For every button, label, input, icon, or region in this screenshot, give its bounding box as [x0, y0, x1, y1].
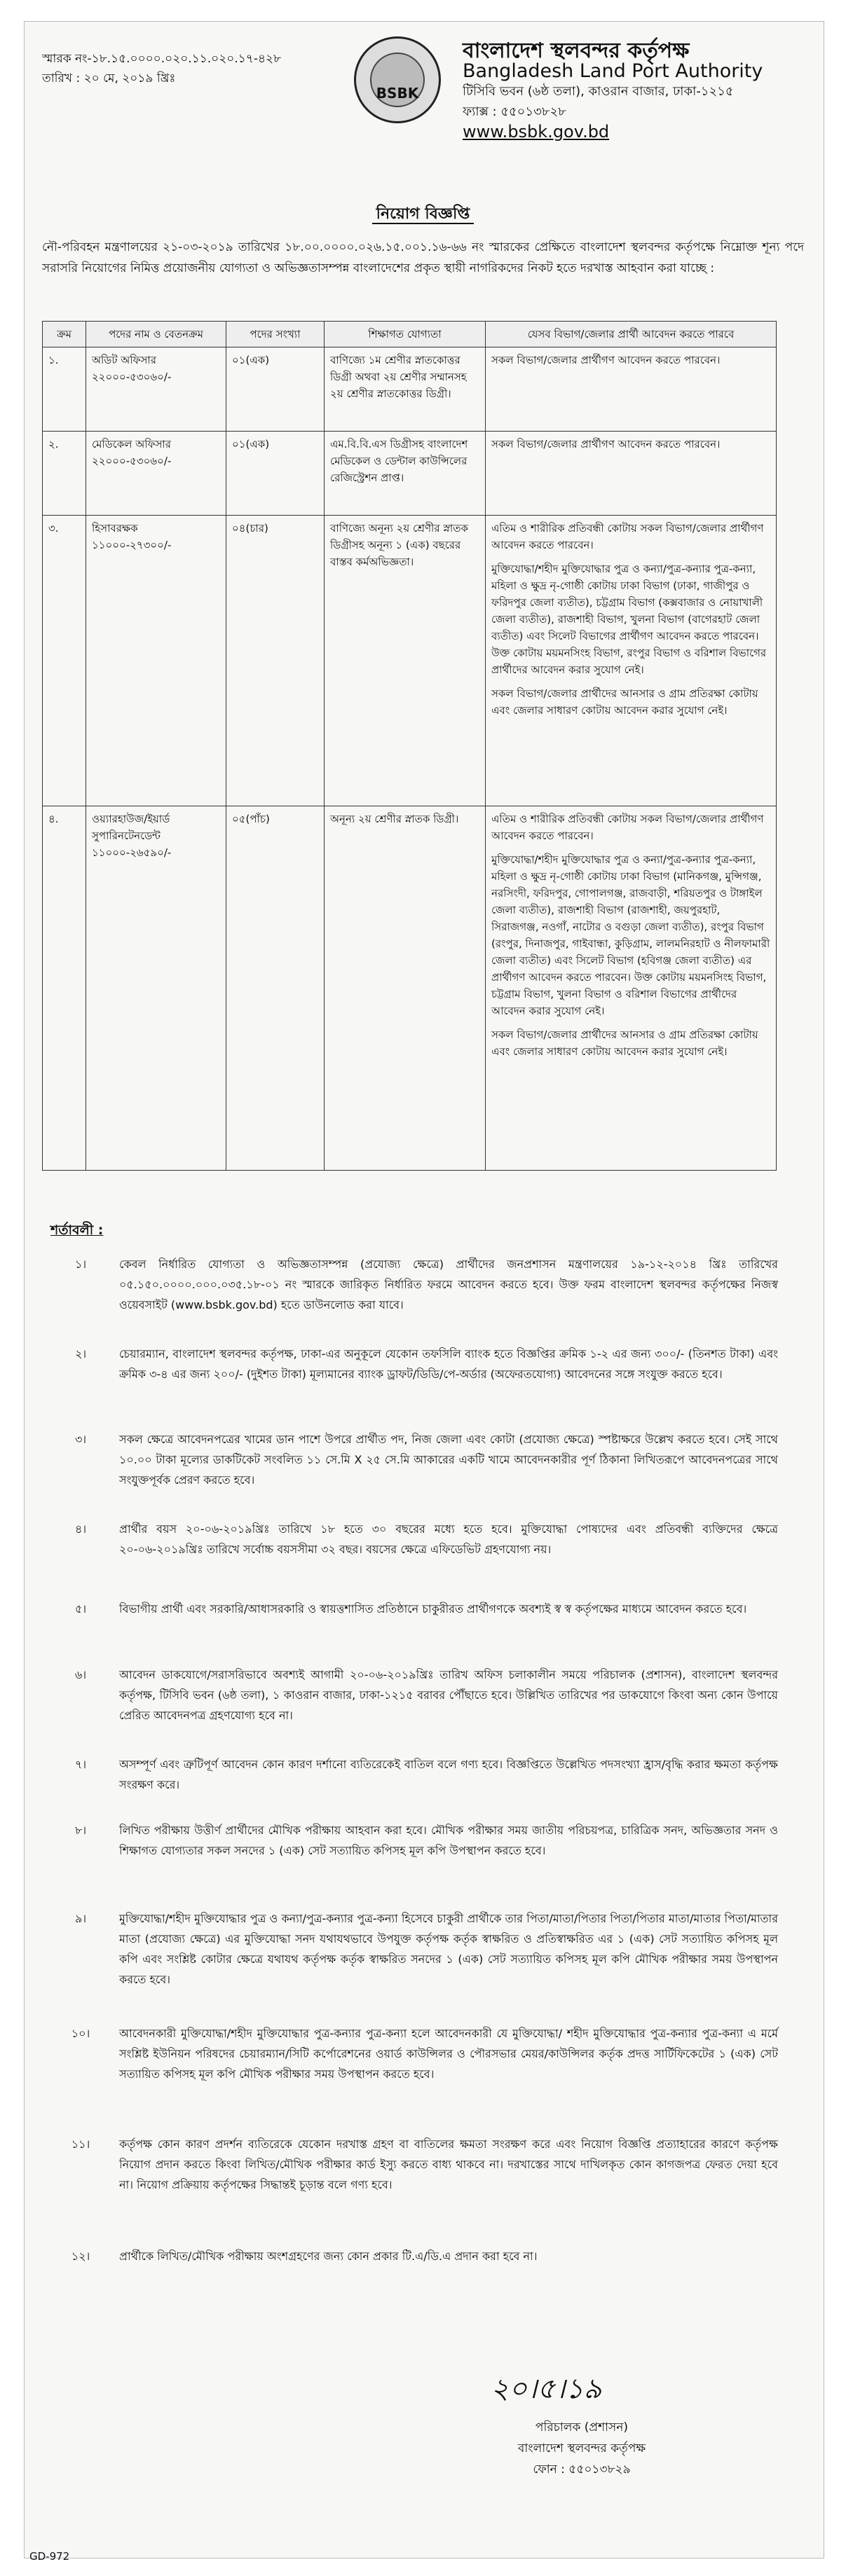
row-count: ০১(এক) [226, 432, 325, 516]
row-post: ওয়্যারহাউজ/ইয়ার্ড সুপারিনটেনডেন্ট ১১০০০-২৬৫৯০/- [86, 806, 226, 1171]
footer-code: GD-972 [29, 2550, 70, 2563]
row-count: ০১(এক) [226, 347, 325, 432]
condition-item: ৮। লিখিত পরীক্ষায় উত্তীর্ণ প্রার্থীদের মৌখিক পরীক্ষায় আহবান করা হবে। মৌখিক পরীক্ষার সময় জাতীয় পরিচয়পত্র, চারিত্রিক সনদ, অভিজ্ঞতার সনদ ও শিক্ষাগত যোগ্যতার সকল সনদের ১ (এক) সেট সত্যায়িত কপিসহ মূল কপি উপস্থাপন করতে হবে। [74, 1824, 778, 1857]
row-eligibility: এতিম ও শারীরিক প্রতিবন্ধী কোটায় সকল বিভাগ/জেলার প্রার্থীগণ আবেদন করতে পারবেন। মুক্তিযোদ্ধা/শহীদ মুক্তিযোদ্ধার পুত্র ও কন্যা/পুত্র-কন্যার পুত্র-কন্যা, মহিলা ও ক্ষুদ্র নৃ-গোষ্ঠী কোটায় ঢাকা বিভাগ (মানিকগঞ্জ, মুন্সিগঞ্জ, নরসিংদী, ফরিদপুর, গোপালগঞ্জ, রাজবাড়ী, শরিয়তপুর ও টাঙ্গাইল জেলা ব্যতীত), রাজশাহী বিভাগ (রাজশাহী, জয়পুরহাট, সিরাজগঞ্জ, নওগাঁ, নাটোর ও বগুড়া জেলা ব্যতীত), রংপুর বিভাগ (রংপুর, দিনাজপুর, গাইবান্ধা, কুড়িগ্রাম, লালমনিরহাট ও নীলফামারী জেলা ব্যতীত) এবং সিলেট বিভাগ (হবিগঞ্জ জেলা ব্যতীত) এর প্রার্থীগণ আবেদন করতে পারবেন। উক্ত কোটায় ময়মনসিংহ বিভাগ, চট্টগ্রাম বিভাগ, খুলনা বিভাগ ও বরিশাল বিভাগের প্রার্থীদের আবেদন করার সুযোগ নেই। সকল বিভাগ/জেলার প্রার্থীদের আনসার ও গ্রাম প্রতিরক্ষা কোটায় এবং জেলার সাধারণ কোটায় আবেদন করার সুযোগ নেই। [486, 806, 777, 1171]
logo-text: BSBK [376, 85, 419, 102]
memo-date: তারিখ : ২০ মে, ২০১৯ খ্রিঃ [42, 71, 176, 85]
organization-header [463, 41, 763, 142]
table-row [43, 806, 777, 1171]
row-count: ০৪(চার) [226, 516, 325, 806]
condition-item: ২। চেয়ারম্যান, বাংলাদেশ স্থলবন্দর কর্তৃপক্ষ, ঢাকা-এর অনুকূলে যেকোন তফসিলি ব্যাংক হতে বিজ্ঞপ্তির ক্রমিক ১-২ এর জন্য ৩০০/- (তিনশত টাকা) এবং ক্রমিক ৩-৪ এর জন্য ২০০/- (দুইশত টাকা) মূল্যমানের ব্যাংক ড্রাফট/ডিডি/পে-অর্ডার (অফেরতযোগ্য) আবেদনের সঙ্গে সংযুক্ত করতে হবে। [74, 1347, 778, 1381]
row-post: মেডিকেল অফিসার ২২০০০-৫৩০৬০/- [86, 432, 226, 516]
row-count: ০৫(পাঁচ) [226, 806, 325, 1171]
table-row [43, 516, 777, 806]
col-header-serial: ক্রম [43, 322, 86, 347]
signatory-org: বাংলাদেশ স্থলবন্দর কর্তৃপক্ষ [517, 2441, 646, 2456]
row-post: হিসাবরক্ষক ১১০০০-২৭৩০০/- [86, 516, 226, 806]
condition-item: ১২। প্রার্থীকে লিখিত/মৌখিক পরীক্ষায় অংশগ্রহণের জন্য কোন প্রকার টি.এ/ডি.এ প্রদান করা হবে না। [71, 2250, 538, 2263]
row-eligibility: সকল বিভাগ/জেলার প্রার্থীগণ আবেদন করতে পারবেন। [486, 347, 777, 432]
org-name-english: Bangladesh Land Port Authority [463, 60, 763, 82]
condition-item: ৯। মুক্তিযোদ্ধা/শহীদ মুক্তিযোদ্ধার পুত্র ও কন্যা/পুত্র-কন্যার পুত্র-কন্যা হিসেবে চাকুরী প্রার্থীকে তার পিতা/মাতা/পিতার পিতা/পিতার মাতা/মাতার পিতা/মাতার মাতা (প্রযোজ্য ক্ষেত্রে) এর মুক্তিযোদ্ধা সনদ যথাযথভাবে উপযুক্ত কর্তৃপক্ষ কর্তৃক স্বাক্ষরিত ও প্রতিস্বাক্ষরিত এর ১ (এক) সেট সত্যায়িত কপিসহ মূল কপি এবং সংশ্লিষ্ট কোটার ক্ষেত্রে যথাযথ কর্তৃপক্ষ কর্তৃক স্বাক্ষরিত সনদের ১ (এক) সেট সত্যায়িত কপিসহ মূল কপি মৌখিক পরীক্ষার সময় উপস্থাপন করতে হবে। [74, 1912, 778, 1986]
memo-number: স্মারক নং-১৮.১৫.০০০০.০২০.১১.০২০.১৭-৪২৮ [42, 52, 282, 66]
notice-title: নিয়োগ বিজ্ঞপ্তি [0, 202, 846, 228]
col-header-eligibility: যেসব বিভাগ/জেলার প্রার্থী আবেদন করতে পারবে [486, 322, 777, 347]
condition-item: ১০। আবেদনকারী মুক্তিযোদ্ধা/শহীদ মুক্তিযোদ্ধার পুত্র-কন্যার পুত্র-কন্যা হলে আবেদনকারী যে মুক্তিযোদ্ধা/ শহীদ মুক্তিযোদ্ধার পুত্র-কন্যার পুত্র-কন্যা এ মর্মে সংশ্লিষ্ট ইউনিয়ন পরিষদের চেয়ারম্যান/সিটি কর্পোরেশনের ওয়ার্ড কাউন্সিলর ও পৌরসভার মেয়র/কাউন্সিলর কর্তৃক প্রদত্ত সার্টিফিকেটের ১ (এক) সেট সত্যায়িত কপিসহ মূল কপি মৌখিক পরীক্ষার সময় উপস্থাপন করতে হবে। [71, 2027, 778, 2081]
condition-item: ৩। সকল ক্ষেত্রে আবেদনপত্রের খামের ডান পাশে উপরে প্রার্থীত পদ, নিজ জেলা এবং কোটা (প্রযোজ্য ক্ষেত্রে) স্পষ্টাক্ষরে উল্লেখ করতে হবে। সেই সাথে ১০.০০ টাকা মূল্যের ডাকটিকেট সংবলিত ১১ সে.মি X ২৫ সে.মি আকারের একটি খামে আবেদনকারীর পূর্ণ ঠিকানা লিখিতরূপে আবেদনপত্রের সাথে সংযুক্তপূর্বক প্রেরণ করতে হবে। [74, 1433, 778, 1487]
col-header-post: পদের নাম ও বেতনক্রম [86, 322, 226, 347]
row-qualification: বাণিজ্যে ১ম শ্রেণীর স্নাতকোত্তর ডিগ্রী অথবা ২য় শ্রেণীর সম্মানসহ ২য় শ্রেণীর স্নাতকোত্তর ডিগ্রী। [325, 347, 486, 432]
signatory-block [477, 2417, 687, 2480]
handwritten-signature: ২০।৫।১৯ [491, 2373, 602, 2405]
row-serial: ৩. [43, 516, 86, 806]
row-eligibility: সকল বিভাগ/জেলার প্রার্থীগণ আবেদন করতে পারবেন। [486, 432, 777, 516]
row-serial: ৪. [43, 806, 86, 1171]
org-address: টিসিবি ভবন (৬ষ্ঠ তলা), কাওরান বাজার, ঢাকা-১২১৫ [463, 84, 734, 99]
row-qualification: বাণিজ্যে অনূন্য ২য় শ্রেণীর স্নাতক ডিগ্রীসহ অনূন্য ১ (এক) বছরের বাস্তব কর্মঅভিজ্ঞতা। [325, 516, 486, 806]
condition-item: ৭। অসম্পূর্ণ এবং ত্রুটিপূর্ণ আবেদন কোন কারণ দর্শানো ব্যতিরেকেই বাতিল বলে গণ্য হবে। বিজ্ঞপ্তিতে উল্লেখিত পদসংখ্যা হ্রাস/বৃদ্ধি করার ক্ষমতা কর্তৃপক্ষ সংরক্ষণ করে। [74, 1758, 778, 1791]
table-row [43, 432, 777, 516]
memo-block [42, 49, 281, 88]
col-header-qualification: শিক্ষাগত যোগ্যতা [325, 322, 486, 347]
condition-item: ১১। কর্তৃপক্ষ কোন কারণ প্রদর্শন ব্যতিরেকে যেকোন দরখাস্ত গ্রহণ বা বাতিলের ক্ষমতা সংরক্ষণ করে এবং নিয়োগ বিজ্ঞপ্তি প্রত্যাহারের কারণে কর্তৃপক্ষ নিয়োগ প্রদান করতে কিংবা লিখিত/মৌখিক পরীক্ষার কার্ড ইস্যু করতে বাধ্য থাকবে না। দরখাস্তের সাথে দাখিলকৃত কোন কাগজপত্র ফেরত দেয়া হবে না। নিয়োগ প্রক্রিয়ায় কর্তৃপক্ষের সিদ্ধান্তই চূড়ান্ত বলে গণ্য হবে। [71, 2137, 778, 2191]
intro-paragraph: নৌ-পরিবহন মন্ত্রণালয়ের ২১-০৩-২০১৯ তারিখের ১৮.০০.০০০০.০২৬.১৫.০০১.১৬-৬৬ নং স্মারকের প্রেক্ষিতে বাংলাদেশ স্থলবন্দর কর্তৃপক্ষে নিম্নোক্ত শূন্য পদে সরাসরি নিয়োগের নিমিত্ত প্রয়োজনীয় যোগ্যতা ও অভিজ্ঞতাসম্পন্ন বাংলাদেশের প্রকৃত স্থায়ী নাগরিকদের নিকট হতে দরখাস্ত আহবান করা যাচ্ছে : [42, 240, 804, 275]
signatory-designation: পরিচালক (প্রশাসন) [535, 2420, 629, 2434]
org-name-bengali: বাংলাদেশ স্থলবন্দর কর্তৃপক্ষ [463, 39, 690, 63]
row-eligibility: এতিম ও শারীরিক প্রতিবন্ধী কোটায় সকল বিভাগ/জেলার প্রার্থীগণ আবেদন করতে পারবেন। মুক্তিযোদ্ধা/শহীদ মুক্তিযোদ্ধার পুত্র ও কন্যা/পুত্র-কন্যার পুত্র-কন্যা, মহিলা ও ক্ষুদ্র নৃ-গোষ্ঠী কোটায় ঢাকা বিভাগ (ঢাকা, গাজীপুর ও ফরিদপুর জেলা ব্যতীত), চট্টগ্রাম বিভাগ (কক্সবাজার ও নোয়াখালী জেলা ব্যতীত), রাজশাহী বিভাগ, খুলনা বিভাগ (বাগেরহাট জেলা ব্যতীত) এবং সিলেট বিভাগের প্রার্থীগণ আবেদন করতে পারবেন। উক্ত কোটায় ময়মনসিংহ বিভাগ, রংপুর বিভাগ ও বরিশাল বিভাগের প্রার্থীদের আবেদন করার সুযোগ নেই। সকল বিভাগ/জেলার প্রার্থীদের আনসার ও গ্রাম প্রতিরক্ষা কোটায় এবং জেলার সাধারণ কোটায় আবেদন করার সুযোগ নেই। [486, 516, 777, 806]
signatory-phone: ফোন : ৫৫০১৩৮২৯ [533, 2463, 631, 2477]
row-qualification: এম.বি.বি.এস ডিগ্রীসহ বাংলাদেশ মেডিকেল ও ডেন্টাল কাউন্সিলের রেজিস্ট্রেশন প্রাপ্ত। [325, 432, 486, 516]
table-header-row [43, 322, 777, 347]
vacancy-table [42, 321, 777, 1171]
condition-item: ৬। আবেদন ডাকযোগে/সরাসরিভাবে অবশ্যই আগামী ২০-০৬-২০১৯খ্রিঃ তারিখ অফিস চলাকালীন সময়ে পরিচালক (প্রশাসন), বাংলাদেশ স্থলবন্দর কর্তৃপক্ষ, টিসিবি ভবন (৬ষ্ঠ তলা), ১ কাওরান বাজার, ঢাকা-১২১৫ বরাবর পৌঁছাতে হবে। উল্লিখিত তারিখের পর ডাকযোগে কিংবা অন্য কোন উপায়ে প্রেরিত আবেদনপত্র গ্রহণযোগ্য হবে না। [74, 1668, 778, 1722]
row-serial: ২. [43, 432, 86, 516]
condition-item: ১। কেবল নির্ধারিত যোগ্যতা ও অভিজ্ঞতাসম্পন্ন (প্রযোজ্য ক্ষেত্রে) প্রার্থীদের জনপ্রশাসন মন্ত্রণালয়ের ১৯-১২-২০১৪ খ্রিঃ তারিখের ০৫.১৫০.০০০০.০০০.০৩৫.১৮-০১ নং স্মারকে জারিকৃত নির্ধারিত ফরমে আবেদন করতে হবে। উক্ত ফরম বাংলাদেশ স্থলবন্দর কর্তৃপক্ষের নিজস্ব ওয়েবসাইট (www.bsbk.gov.bd) হতে ডাউনলোড করা যাবে। [74, 1258, 778, 1311]
row-post: অডিট অফিসার ২২০০০-৫৩০৬০/- [86, 347, 226, 432]
table-row [43, 347, 777, 432]
condition-item: ৪। প্রার্থীর বয়স ২০-০৬-২০১৯খ্রিঃ তারিখে ১৮ হতে ৩০ বছরের মধ্যে হতে হবে। মুক্তিযোদ্ধা পোষ্যদের এবং প্রতিবন্ধী ব্যক্তিদের ক্ষেত্রে ২০-০৬-২০১৯খ্রিঃ তারিখে সর্বোচ্চ বয়সসীমা ৩২ বছর। বয়সের ক্ষেত্রে এফিডেভিট গ্রহণযোগ্য নয়। [74, 1522, 778, 1556]
conditions-title: শর্তাবলী : [50, 1222, 104, 1238]
row-serial: ১. [43, 347, 86, 432]
condition-item: ৫। বিভাগীয় প্রার্থী এবং সরকারি/আধাসরকারি ও স্বায়ত্তশাসিত প্রতিষ্ঠানে চাকুরীরত প্রার্থীগণকে অবশ্যই স্ব স্ব কর্তৃপক্ষের মাধ্যমে আবেদন করতে হবে। [74, 1602, 747, 1616]
row-qualification: অনূন্য ২য় শ্রেণীর স্নাতক ডিগ্রী। [325, 806, 486, 1171]
bsbk-logo-icon [354, 36, 441, 123]
col-header-count: পদের সংখ্যা [226, 322, 325, 347]
org-website-link[interactable]: www.bsbk.gov.bd [463, 122, 610, 142]
org-fax: ফ্যাক্স : ৫৫০১৩৮২৮ [463, 104, 566, 119]
